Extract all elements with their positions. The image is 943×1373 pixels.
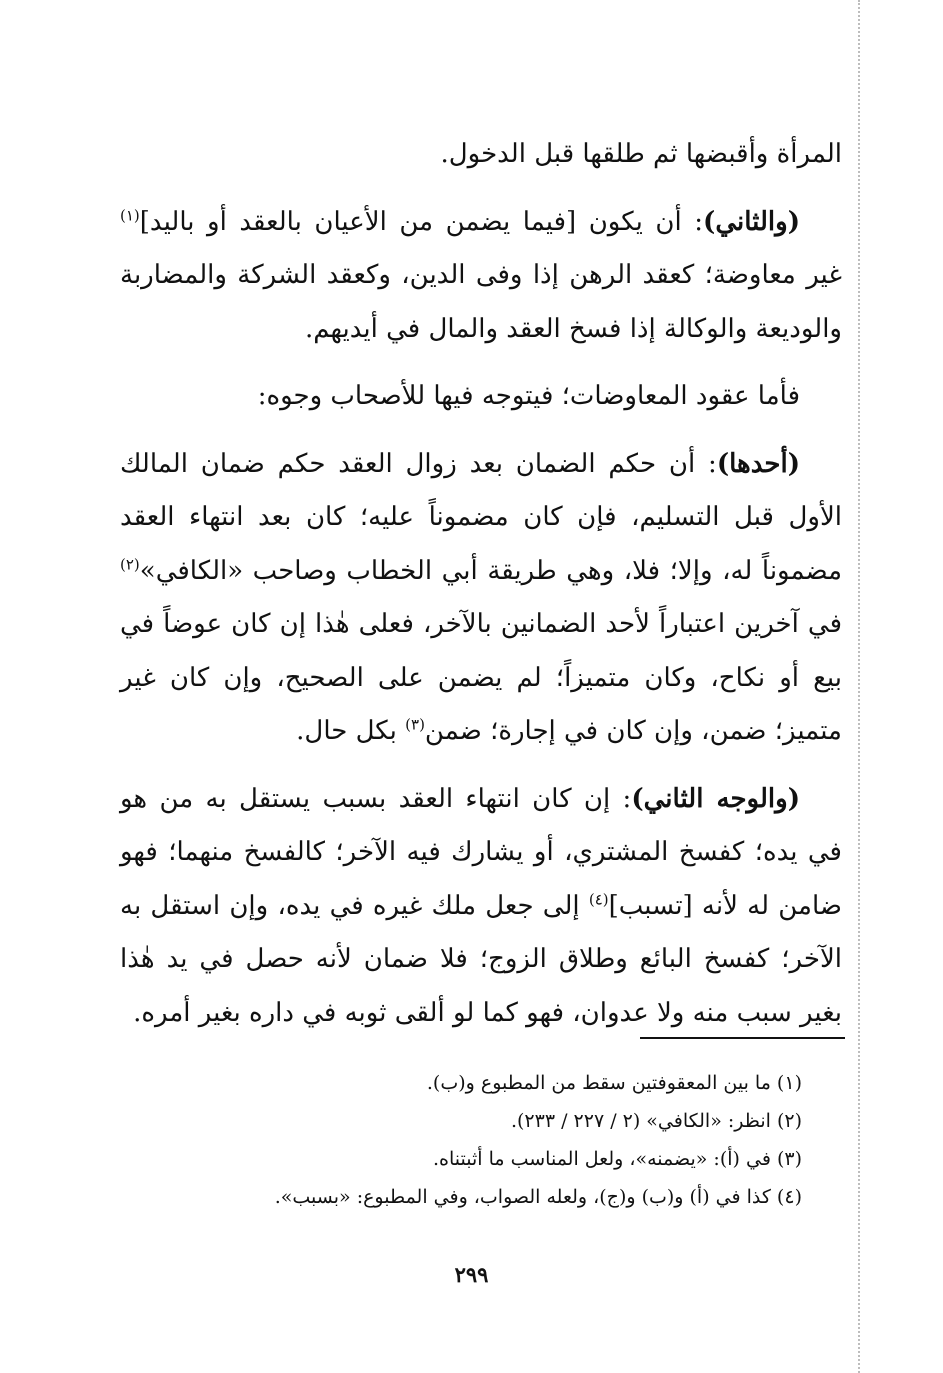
footnote-ref: (١) <box>120 205 140 224</box>
footnote-item: (٤) كذا في (أ) و(ب) و(ج)، ولعله الصواب، وفي المطبوع: «بسبب». <box>274 1186 802 1208</box>
paragraph-text: : أن حكم الضمان بعد زوال العقد حكم ضمان المالك الأول قبل التسليم، فإن كان مضموناً عليه؛ كان بعد انتهاء العقد مضموناً له، وإلا؛ فلا، وهي طريقة أبي الخطاب وصاحب «الكافي» <box>120 448 842 586</box>
paragraph-text: : أن يكون [فيما يضمن من الأعيان بالعقد أو باليد] <box>139 206 704 237</box>
footnotes <box>120 1064 842 1216</box>
page-number: ٢٩٩ <box>454 1262 489 1287</box>
paragraph-first-view <box>120 438 842 759</box>
footnote-ref: (٢) <box>120 554 140 573</box>
paragraph-lead: (والوجه الثاني) <box>631 783 800 814</box>
footnote-item: (١) ما بين المعقوفتين سقط من المطبوع و(ب). <box>426 1072 802 1094</box>
paragraph-second-view <box>120 773 842 1041</box>
paragraph-text: في آخرين اعتباراً لأحد الضمانين بالآخر، فعلى هٰذا إن كان عوضاً في بيع أو نكاح، وكان متميزاً؛ لم يضمن على الصحيح، وإن كان غير متميز؛ ضمن، وإن كان في إجارة؛ ضمن <box>120 609 842 746</box>
footnote-item: (٣) في (أ): «يضمنه»، ولعل المناسب ما أثبتناه. <box>433 1148 802 1170</box>
paragraph-text: بكل حال. <box>296 716 406 746</box>
paragraph-lead: (أحدها) <box>716 448 800 479</box>
footnote-ref: (٤) <box>588 889 609 908</box>
paragraph-lead: (والثاني) <box>703 206 800 237</box>
margin-dotted-line <box>858 0 860 1373</box>
paragraph-text: فأما عقود المعاوضات؛ فيتوجه فيها للأصحاب وجوه: <box>257 381 800 411</box>
paragraph-text: إلى جعل ملك غيره في يده، وإن استقل به الآخر؛ كفسخ البائع وطلاق الزوج؛ فلا ضمان لأنه حصل في يد هٰذا بغير سبب منه ولا عدوان، فهو كما لو ألقى ثوبه في داره بغير أمره. <box>120 890 842 1028</box>
paragraph-text: : إن كان انتهاء العقد بسبب يستقل به من هو في يده؛ كفسخ المشتري، أو يشارك فيه الآخر؛ كالفسخ منهما؛ فهو ضامن له لأنه [تسبب] <box>120 783 842 921</box>
paragraph-text: غير معاوضة؛ كعقد الرهن إذا وفى الدين، وكعقد الشركة والمضاربة والوديعة والوكالة إذا فسخ العقد والمال في أيديهم. <box>120 260 842 344</box>
main-text <box>120 128 842 1054</box>
paragraph-second <box>120 196 842 357</box>
footnote-ref: (٣) <box>405 715 425 734</box>
paragraph-text: المرأة وأقبضها ثم طلقها قبل الدخول. <box>440 139 842 169</box>
footnote-item: (٢) انظر: «الكافي» (٢ / ٢٢٧ / ٢٣٣). <box>510 1110 802 1132</box>
paragraph-exchange-contracts <box>120 370 842 424</box>
footnote-separator <box>640 1037 845 1039</box>
paragraph-continuation <box>120 128 842 182</box>
